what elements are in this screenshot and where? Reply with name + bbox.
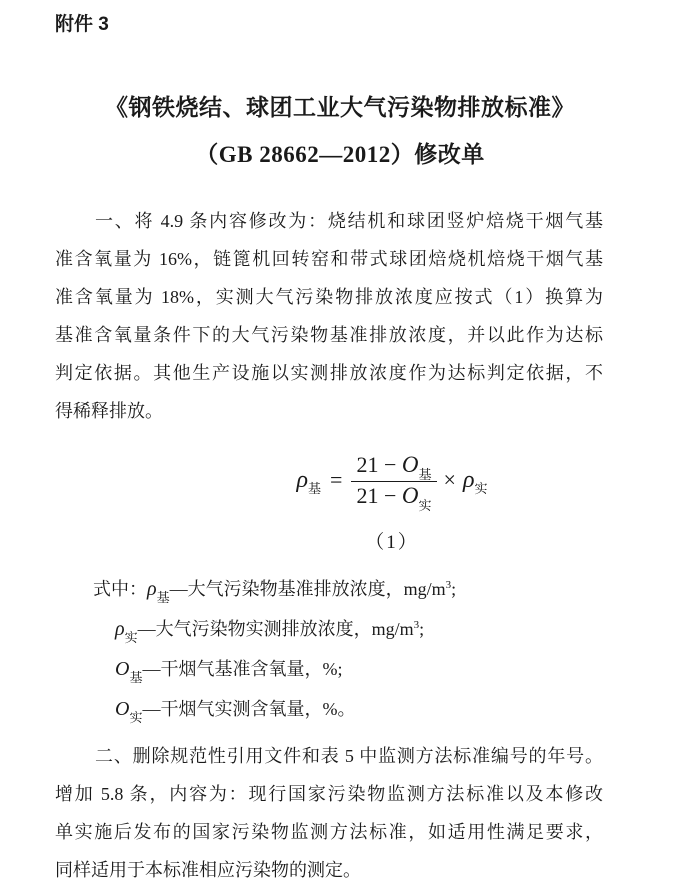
definition-text: —大气污染物基准排放浓度，mg/m xyxy=(169,579,446,599)
definitions-intro: 式中： xyxy=(93,579,147,599)
definition-line xyxy=(55,650,680,690)
definition-symbol: ρ xyxy=(147,578,157,600)
definition-subscript: 实 xyxy=(124,630,138,645)
body-line: 单实施后发布的国家污染物监测方法标准，如适用性满足要求， xyxy=(55,822,603,842)
body-line: 基准含氧量条件下的大气污染物基准排放浓度，并以此作为达标 xyxy=(55,325,603,345)
body-line: 一、将 4.9 条内容修改为：烧结机和球团竖炉焙烧干烟气基 xyxy=(95,211,603,231)
document-title-line1: 《钢铁烧结、球团工业大气污染物排放标准》 xyxy=(105,95,575,120)
body-line: 准含氧量为 16%，链篦机回转窑和带式球团焙烧机焙烧干烟气基 xyxy=(55,249,603,269)
body-line: 得稀释排放。 xyxy=(55,401,163,421)
formula-rhs-symbol: ρ xyxy=(462,466,475,493)
definition-subscript: 实 xyxy=(129,710,143,725)
document-title xyxy=(0,84,680,178)
definition-symbol: ρ xyxy=(115,618,125,640)
definition-line xyxy=(55,570,680,610)
body-line: 判定依据。其他生产设施以实测排放浓度作为达标判定依据，不 xyxy=(55,363,603,383)
numerator-variable: O xyxy=(401,451,419,477)
denominator-subscript: 实 xyxy=(418,497,432,513)
formula-lhs-subscript: 基 xyxy=(308,480,322,496)
formula-fraction xyxy=(351,451,436,513)
definition-tail: ; xyxy=(419,619,425,639)
body-line: 二、删除规范性引用文件和表 5 中监测方法标准编号的年号。 xyxy=(95,746,603,766)
definition-subscript: 基 xyxy=(156,590,170,605)
multiply-sign: × xyxy=(443,467,456,492)
body-line: 准含氧量为 18%，实测大气污染物排放浓度应按式（1）换算为 xyxy=(55,287,603,307)
body-line: 增加 5.8 条，内容为：现行国家污染物监测方法标准以及本修改 xyxy=(55,784,603,804)
definition-superscript: 3 xyxy=(445,579,452,591)
definition-text: —干烟气基准含氧量，%; xyxy=(142,659,343,679)
formula-lhs-symbol: ρ xyxy=(296,466,309,493)
document-title-line2: （GB 28662—2012）修改单 xyxy=(195,142,485,167)
section1-paragraph xyxy=(55,202,603,430)
equals-sign: = xyxy=(330,467,343,492)
body-line: 同样适用于本标准相应污染物的测定。 xyxy=(55,860,361,880)
numerator-constant: 21 − xyxy=(356,451,402,477)
definitions-block xyxy=(55,570,680,730)
definition-line xyxy=(55,610,680,650)
definition-text: —干烟气实测含氧量，%。 xyxy=(142,699,356,719)
definition-subscript: 基 xyxy=(129,670,143,685)
numerator-subscript: 基 xyxy=(418,466,432,482)
section2-paragraph xyxy=(55,737,603,884)
formula-rhs-subscript: 实 xyxy=(474,480,488,496)
definition-symbol: O xyxy=(115,658,130,680)
definition-text: —大气污染物实测排放浓度，mg/m xyxy=(137,619,414,639)
definition-line xyxy=(55,690,680,730)
definition-superscript: 3 xyxy=(413,619,420,631)
attachment-label: 附件 3 xyxy=(55,14,109,35)
fraction-denominator xyxy=(351,482,436,513)
definition-symbol: O xyxy=(115,698,130,720)
equation-number: （1） xyxy=(365,532,419,553)
denominator-constant: 21 − xyxy=(356,482,402,508)
denominator-variable: O xyxy=(401,482,419,508)
fraction-numerator xyxy=(351,452,436,482)
definition-tail: ; xyxy=(451,579,457,599)
oxygen-correction-formula xyxy=(0,440,680,520)
